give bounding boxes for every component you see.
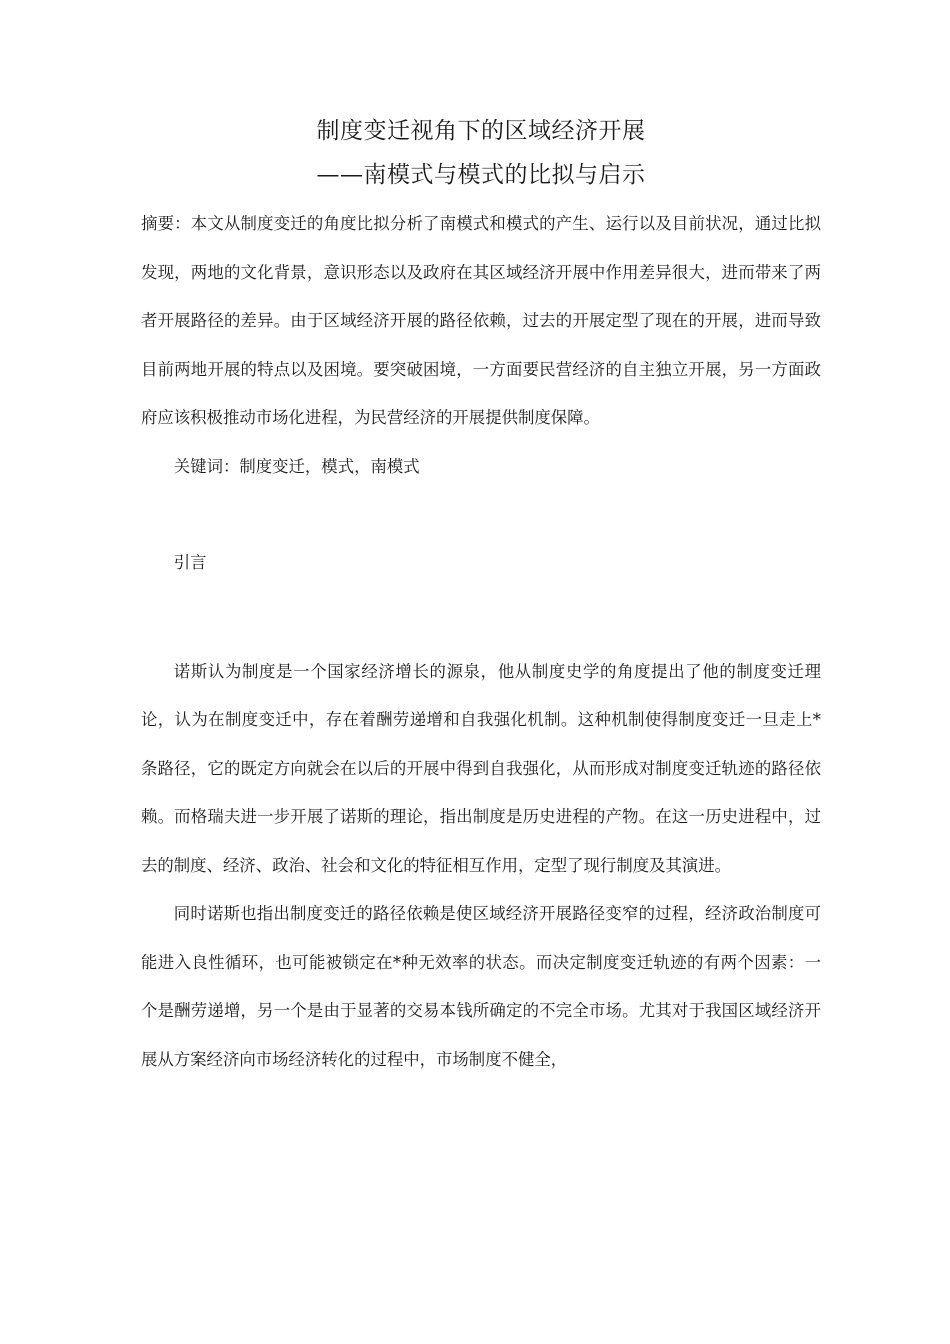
body-paragraph-1: 诺斯认为制度是一个国家经济增长的源泉，他从制度史学的角度提出了他的制度变迁理论，认为在制度变迁中，存在着酬劳递增和自我强化机制。这种机制使得制度变迁一旦走上*条路径，它的既定方向就会在以后的开展中得到自我强化，从而形成对制度变迁轨迹的路径依赖。而格瑞夫进一步开展了诺斯的理论，指出制度是历史进程的产物。在这一历史进程中，过去的制度、经济、政治、社会和文化的特征相互作用，定型了现行制度及其演进。 xyxy=(141,661,821,875)
document-title: 制度变迁视角下的区域经济开展 xyxy=(316,118,646,144)
keywords-line: 关键词：制度变迁，模式，南模式 xyxy=(173,456,420,476)
section-title-introduction: 引言 xyxy=(173,553,207,572)
body-paragraph-2: 同时诺斯也指出制度变迁的路径依赖是使区域经济开展路径变窄的过程，经济政治制度可能进入良性循环，也可能被锁定在*种无效率的状态。而决定制度变迁轨迹的有两个因素：一个是酬劳递增，另一个是由于显著的交易本钱所确定的不完全市场。尤其对于我国区域经济开展从方案经济向市场经济转化的过程中，市场制度不健全， xyxy=(141,904,821,1069)
document-page xyxy=(141,112,821,1084)
abstract-paragraph: 摘要：本文从制度变迁的角度比拟分析了南模式和模式的产生、运行以及目前状况，通过比拟发现，两地的文化背景，意识形态以及政府在其区域经济开展中作用差异很大，进而带来了两者开展路径的差异。由于区域经济开展的路径依赖，过去的开展定型了现在的开展，进而导致目前两地开展的特点以及困境。要突破困境，一方面要民营经济的自主独立开展，另一方面政府应该积极推动市场化进程，为民营经济的开展提供制度保障。 xyxy=(141,214,821,427)
document-subtitle: ——南模式与模式的比拟与启示 xyxy=(316,162,646,188)
